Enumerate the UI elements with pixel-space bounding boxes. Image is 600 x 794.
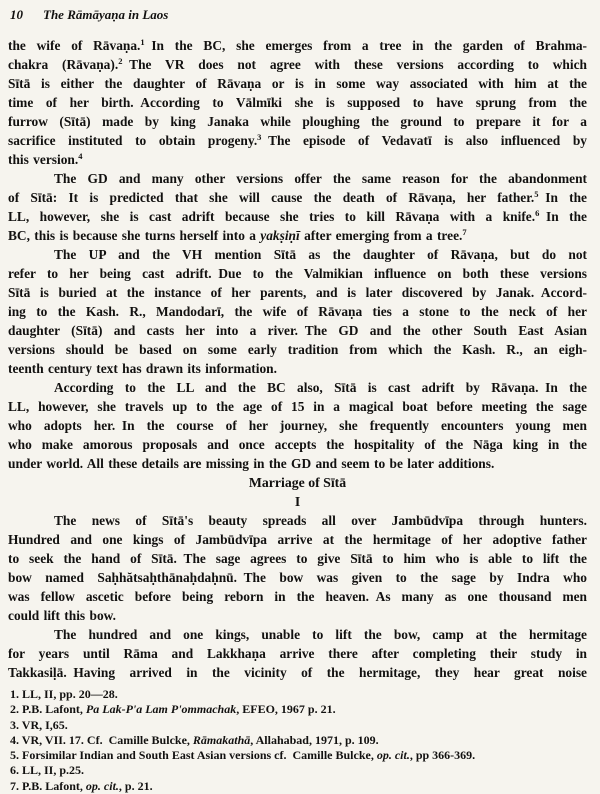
footnote <box>8 779 587 794</box>
text-line <box>8 663 587 682</box>
text-line <box>8 321 587 340</box>
text-line <box>8 511 587 530</box>
text-line <box>8 606 587 625</box>
text-run: The episode of Vedavatī is also influenced by <box>261 133 587 148</box>
text-line <box>8 150 587 169</box>
italic-text: Rāmakathā <box>192 732 251 747</box>
text-run: to seek the hand of Sītā. The sage agrees to give Sītā to him who is able to lift the <box>8 551 587 566</box>
text-run: furrow (Sītā) made by king Janaka while ploughing the ground to prepare it for a <box>8 114 587 129</box>
italic-text: op. cit. <box>376 748 410 763</box>
text-line <box>8 454 587 473</box>
text-line <box>8 112 587 131</box>
text-run: The hundred and one kings, unable to lift the bow, camp at the hermitage <box>54 627 587 642</box>
text-run: Hundred and one kings of Jambūdvīpa arrive at the hermitage of her adoptive father <box>8 532 587 547</box>
text-line <box>8 55 587 74</box>
running-title: The Rāmāyaṇa in Laos <box>43 7 169 22</box>
text-line <box>8 283 587 302</box>
text-run: daughter (Sītā) and casts her into a river. The GD and the other South East Asian <box>8 323 587 338</box>
text-line <box>8 207 587 226</box>
text-run: ing to the Kash. R., Mandodarī, the wife of Rāvaṇa ties a stone to the neck of her <box>8 304 587 319</box>
text-run: In the BC, she emerges from a tree in the garden of Brahma- <box>144 38 587 53</box>
text-run: , EFEO, 1967 p. 21. <box>236 702 336 717</box>
paragraph <box>8 625 587 682</box>
text-run: 5. Forsimilar Indian and South East Asian versions cf. Camille Bulcke, <box>10 748 377 763</box>
text-run: could lift this bow. <box>8 608 116 623</box>
text-run: versions should be based on some early tradition from which the Kash. R., an eigh- <box>8 342 587 357</box>
text-run: The news of Sītā's beauty spreads all over Jambūdvīpa through hunters. <box>54 513 587 528</box>
footnotes <box>8 687 587 794</box>
page-body <box>8 36 587 682</box>
text-run: 7. P.B. Lafont, <box>10 778 86 793</box>
paragraph <box>8 378 587 473</box>
text-line <box>8 435 587 454</box>
text-run: , Allahabad, 1971, p. 109. <box>250 732 379 747</box>
text-line <box>8 264 587 283</box>
paragraph <box>8 169 587 245</box>
text-line <box>8 397 587 416</box>
text-run: for years until Rāma and Lakkhaṇa arrive there after completing their study in <box>8 646 587 661</box>
footnote <box>8 748 587 763</box>
italic-text: yakṣiṇī <box>260 228 300 243</box>
footnote-marker: 1 <box>140 37 145 47</box>
paragraph <box>8 511 587 625</box>
footnote <box>8 733 587 748</box>
text-run: BC, this is because she turns herself into a <box>8 228 261 243</box>
footnote-marker: 7 <box>462 227 467 237</box>
text-line <box>8 169 587 188</box>
text-line <box>8 36 587 55</box>
text-line <box>8 568 587 587</box>
text-line <box>8 644 587 663</box>
text-run: teenth century text has drawn its information. <box>8 361 277 376</box>
text-run: was fellow ascetic before being reborn in the heaven. As many as one thousand men <box>8 589 587 604</box>
text-run: The GD and many other versions offer the same reason for the abandonment <box>54 171 587 186</box>
text-run: , p. 21. <box>118 778 153 793</box>
text-run: Sītā is either the daughter of Rāvaṇa or is in some way associated with him at the <box>8 76 587 91</box>
text-line <box>8 416 587 435</box>
text-run: In the <box>538 190 587 205</box>
text-line <box>8 625 587 644</box>
text-run: who adopts her. In the course of her journey, she frequently encounters young men <box>8 418 587 433</box>
text-run: 4. VR, VII. 17. Cf. Camille Bulcke, <box>10 732 193 747</box>
section-number: I <box>294 494 301 509</box>
text-line <box>8 302 587 321</box>
section-heading: Marriage of Sītā <box>248 475 347 490</box>
text-run: 2. P.B. Lafont, <box>10 702 86 717</box>
text-run: this version. <box>8 152 79 167</box>
text-run: , pp 366-369. <box>409 748 476 763</box>
text-run: In the <box>539 209 587 224</box>
footnote-marker: 3 <box>257 132 262 142</box>
text-run: the wife of Rāvaṇa. <box>8 38 141 53</box>
italic-text: Pa Lak-P'a Lam P'ommachak <box>85 702 237 717</box>
footnote <box>8 763 587 778</box>
text-line <box>8 359 587 378</box>
footnote-marker: 2 <box>118 56 123 66</box>
text-line <box>8 245 587 264</box>
text-run: LL, however, she is cast adrift because she tries to kill Rāvaṇa with a knife. <box>8 209 536 224</box>
footnote <box>8 718 587 733</box>
text-run: The UP and the VH mention Sītā as the daughter of Rāvaṇa, but do not <box>54 247 587 262</box>
text-run: after emerging from a tree. <box>299 228 463 243</box>
text-run: under world. All these details are missing in the GD and seem to be later additions. <box>8 456 495 471</box>
text-run: who make amorous proposals and once accepts the hospitality of the Nāga king in the <box>8 437 587 452</box>
text-run: The VR does not agree with these versions according to which <box>122 57 587 72</box>
text-line <box>8 188 587 207</box>
paragraph <box>8 245 587 378</box>
text-line <box>8 530 587 549</box>
text-run: time of her birth. According to Vālmīki she is supposed to have sprung from the <box>8 95 587 110</box>
text-run: of Sītā: It is predicted that she will cause the death of Rāvaṇa, her father. <box>8 190 535 205</box>
text-line <box>8 226 587 245</box>
footnote-marker: 5 <box>534 189 539 199</box>
text-run: refer to her being cast adrift. Due to the Valmikian influence on both these versions <box>8 266 587 281</box>
text-run: sacrifice instituted to obtain progeny. <box>8 133 258 148</box>
footnote <box>8 702 587 717</box>
running-header <box>8 7 587 23</box>
footnote-marker: 4 <box>78 151 83 161</box>
text-line <box>8 378 587 397</box>
italic-text: op. cit. <box>85 778 119 793</box>
footnote-marker: 6 <box>535 208 540 218</box>
text-line <box>8 74 587 93</box>
text-line <box>8 340 587 359</box>
text-run: Takkasiḷā. Having arrived in the vicinity of the hermitage, they hear great noise <box>8 665 587 680</box>
text-run: LL, however, she travels up to the age of 15 in a magical boat before meeting the sage <box>8 399 587 414</box>
text-line <box>8 587 587 606</box>
page-number: 10 <box>10 7 23 22</box>
text-run: chakra (Rāvaṇa). <box>8 57 119 72</box>
text-run: 1. LL, II, pp. 20—28. <box>10 687 118 701</box>
text-line <box>8 93 587 112</box>
text-run: bow named Saḥhătsaḥthānaḥdaḥnū. The bow was given to the sage by Indra who <box>8 570 587 585</box>
text-run: According to the LL and the BC also, Sītā is cast adrift by Rāvaṇa. In the <box>54 380 587 395</box>
text-run: 3. VR, I,65. <box>10 717 68 732</box>
text-line <box>8 549 587 568</box>
footnote <box>8 687 587 702</box>
paragraph <box>8 36 587 169</box>
text-line <box>8 131 587 150</box>
text-run: Sītā is buried at the instance of her parents, and is later discovered by Janak. Accord- <box>8 285 587 300</box>
text-run: 6. LL, II, p.25. <box>10 763 85 778</box>
